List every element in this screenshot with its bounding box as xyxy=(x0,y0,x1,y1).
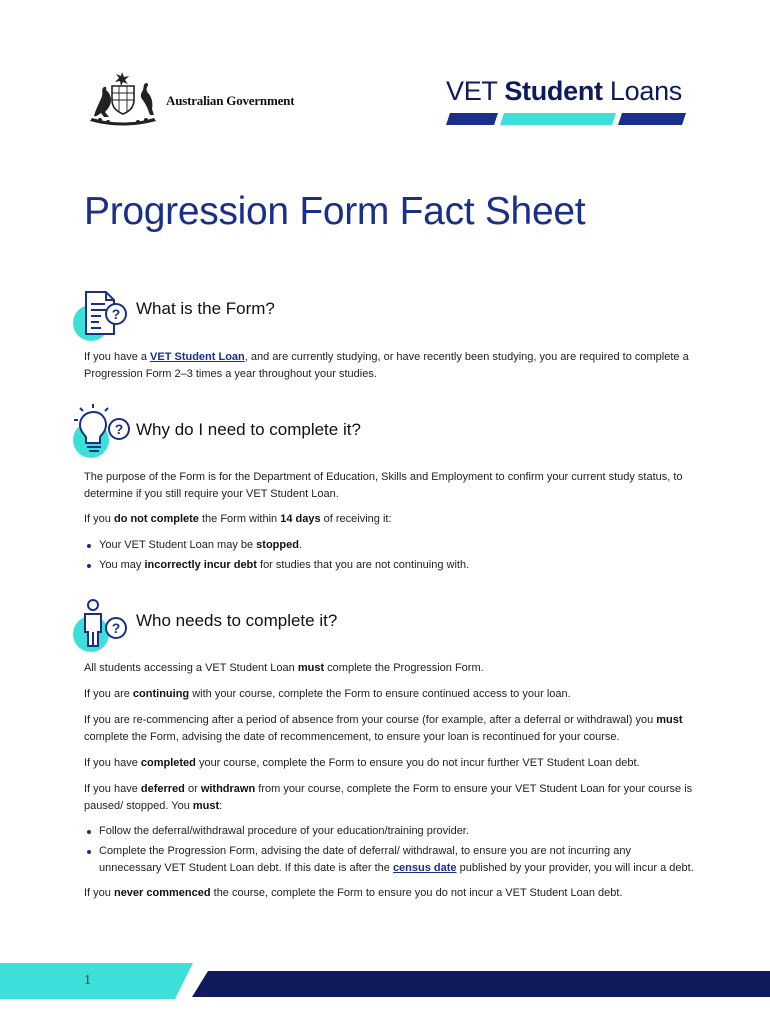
page-number: 1 xyxy=(84,973,91,988)
text-run: Your VET Student Loan may be xyxy=(99,539,257,551)
text-run-bold: stopped xyxy=(256,539,299,551)
text-run: . xyxy=(298,539,303,551)
text-run: If you have a xyxy=(84,351,151,363)
text-run-bold: must xyxy=(297,662,325,674)
who-paragraph-6 xyxy=(84,885,694,902)
footer-stripe xyxy=(0,963,770,999)
text-run: of receiving it: xyxy=(320,513,392,525)
text-run: the Form within xyxy=(198,513,281,525)
text-run: with your course, complete the Form to ensure continued access to your loan. xyxy=(189,688,571,700)
section-heading-why: Why do I need to complete it? xyxy=(136,420,361,439)
text-run: complete the Progression Form. xyxy=(324,662,484,674)
text-run: from your course, complete the Form to ensure your VET Student Loan for your course is paused/ stopped. You xyxy=(84,783,693,812)
why-bullet-list xyxy=(84,537,694,577)
census-date-link[interactable]: census date xyxy=(392,862,457,874)
text-run-bold: withdrawn xyxy=(200,783,256,795)
text-run: published by your provider, you will incur a debt. xyxy=(456,862,694,874)
who-paragraph-1 xyxy=(84,660,694,677)
text-run: If you are re-commencing after a period of absence from your course (for example, after a deferral or withdrawal) you xyxy=(84,714,657,726)
person-question-icon xyxy=(72,598,132,654)
text-run-bold: incorrectly incur debt xyxy=(144,559,257,571)
vet-student-loans-logo xyxy=(446,76,682,107)
logo-bold: Student xyxy=(504,76,603,106)
text-run: , and are currently studying, or have recently been studying, you are required to complete a Progression Form 2–3 times a year throughout your studies. xyxy=(84,351,689,380)
who-paragraph-5 xyxy=(84,781,694,815)
text-run-bold: 14 days xyxy=(280,513,321,525)
list-item xyxy=(84,537,694,554)
text-run: for studies that you are not continuing with. xyxy=(256,559,470,571)
list-item: Follow the deferral/withdrawal procedure of your education/training provider. xyxy=(84,823,694,840)
section-heading-who: Who needs to complete it? xyxy=(136,611,338,630)
text-run: If you xyxy=(84,513,114,525)
coat-of-arms-icon xyxy=(84,72,162,126)
text-run: your course, complete the Form to ensure you do not incur further VET Student Loan debt. xyxy=(195,757,640,769)
section-heading-what: What is the Form? xyxy=(136,299,275,318)
list-item xyxy=(84,843,694,877)
text-run: If you xyxy=(84,887,114,899)
text-run-bold: completed xyxy=(140,757,196,769)
text-run: Complete the Progression Form, advising the date of deferral/ withdrawal, to ensure you are not incurring any unnecessary VET Student Loan debt. If this date is after the xyxy=(99,845,631,874)
lightbulb-question-icon xyxy=(72,402,132,458)
text-run: All students accessing a VET Student Loan xyxy=(84,662,298,674)
text-run: If you have xyxy=(84,757,141,769)
text-run-bold: never commenced xyxy=(113,887,211,899)
government-name: Australian Government xyxy=(166,93,295,108)
text-run-bold: do not complete xyxy=(113,513,199,525)
text-run-bold: must xyxy=(192,800,220,812)
svg-text:?: ? xyxy=(111,306,121,322)
who-paragraph-2 xyxy=(84,686,694,703)
text-run: the course, complete the Form to ensure you do not incur a VET Student Loan debt. xyxy=(210,887,623,899)
text-run: You may xyxy=(99,559,145,571)
why-paragraph-1: The purpose of the Form is for the Department of Education, Skills and Employment to confirm your current study status, to determine if you still require your VET Student Loan. xyxy=(84,471,683,500)
text-run-bold: continuing xyxy=(132,688,190,700)
text-run: If you are xyxy=(84,688,133,700)
svg-text:?: ? xyxy=(111,620,121,636)
text-run: If you have xyxy=(84,783,141,795)
logo-stripe-icon xyxy=(446,113,686,125)
text-run-bold: deferred xyxy=(140,783,185,795)
who-paragraph-4 xyxy=(84,755,694,772)
vet-student-loan-link[interactable]: VET Student Loan xyxy=(150,351,245,363)
text-run-bold: must xyxy=(656,714,683,726)
svg-text:?: ? xyxy=(114,421,124,437)
text-run: or xyxy=(184,783,201,795)
document-question-icon xyxy=(72,288,132,344)
who-paragraph-3 xyxy=(84,712,694,746)
logo-prefix: VET xyxy=(446,76,505,106)
who-bullet-list xyxy=(84,823,694,880)
text-run: : xyxy=(219,800,223,812)
why-paragraph-2 xyxy=(84,511,694,528)
list-item xyxy=(84,557,694,574)
logo-suffix: Loans xyxy=(602,76,682,106)
text-run: complete the Form, advising the date of recommencement, to ensure your loan is recontinued for your course. xyxy=(84,731,620,743)
page-title: Progression Form Fact Sheet xyxy=(84,190,586,233)
what-paragraph xyxy=(84,349,694,383)
